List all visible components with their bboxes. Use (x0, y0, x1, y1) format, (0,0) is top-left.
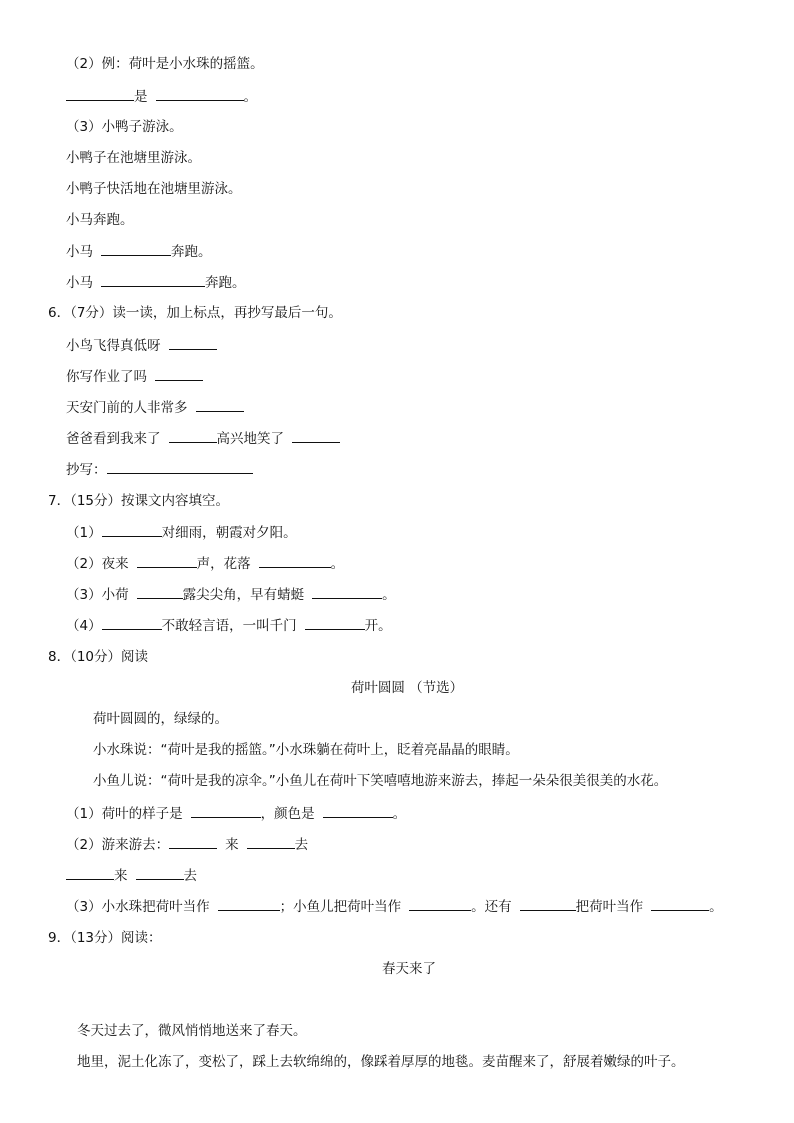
answer-blank[interactable] (191, 803, 261, 818)
q9-passage-p2: 地里，泥土化冻了，变松了，踩上去软绵绵的，像踩着厚厚的地毯。麦苗醒来了，舒展着嫩绿的叶子。 (77, 1054, 685, 1070)
q9-passage-title: 春天来了 (382, 961, 436, 977)
q8-q2-qu: 去 (294, 837, 309, 853)
q7-l3-end: 。 (382, 587, 396, 603)
q8-passage-p1: 荷叶圆圆的，绿绿的。 (93, 711, 228, 727)
answer-blank[interactable] (312, 584, 382, 599)
q7-l4-end: 开。 (364, 618, 392, 634)
answer-blank[interactable] (305, 615, 365, 630)
answer-blank[interactable] (102, 615, 162, 630)
q6-line3 (66, 397, 244, 417)
q5-ex2-end: 。 (243, 89, 257, 105)
q8-passage-title: 荷叶圆圆 （节选） (350, 680, 464, 696)
q8-q3-pre: （3）小水珠把荷叶当作 (66, 899, 210, 915)
answer-blank[interactable] (169, 428, 217, 443)
answer-blank[interactable] (66, 865, 114, 880)
answer-blank[interactable] (169, 335, 217, 350)
q7-line2 (66, 553, 344, 573)
q8-header: 8．（10分）阅读 (48, 649, 149, 665)
q5-l5-pre: 小马 (66, 275, 93, 291)
q7-line3 (66, 584, 396, 604)
q5-example-3-line3: 小马奔跑。 (66, 212, 134, 228)
q7-l4-pre: （4） (66, 618, 102, 634)
q6-l3-text: 天安门前的人非常多 (66, 400, 188, 416)
answer-blank[interactable] (651, 896, 709, 911)
q5-example-3-line5 (66, 272, 246, 292)
q5-l4-post: 奔跑。 (171, 244, 212, 260)
q7-l2-end: 。 (330, 556, 345, 572)
q8-q2-lai: 来 (225, 837, 239, 853)
q6-l2-text: 你写作业了吗 (66, 369, 147, 385)
copy-answer-blank[interactable] (107, 459, 253, 474)
q8-passage-p3: 小鱼儿说：“荷叶是我的凉伞。”小鱼儿在荷叶下笑嘻嘻地游来游去，捧起一朵朵很美很美的水花。 (93, 773, 668, 789)
q9-passage-p1: 冬天过去了，微风悄悄地送来了春天。 (77, 1023, 307, 1039)
q5-example-3-line2: 小鸭子快活地在池塘里游泳。 (66, 181, 242, 197)
answer-blank[interactable] (66, 86, 134, 101)
q5-example-3-line4 (66, 241, 212, 261)
answer-blank[interactable] (136, 865, 184, 880)
answer-blank[interactable] (102, 522, 162, 537)
q7-line1 (66, 522, 297, 542)
q8-q2b-lai: 来 (114, 868, 128, 884)
q6-l4-b: 高兴地笑了 (216, 431, 284, 447)
answer-blank[interactable] (137, 553, 197, 568)
q7-l2-pre: （2）夜来 (66, 556, 129, 572)
q5-example-3-line1: 小鸭子在池塘里游泳。 (66, 150, 201, 166)
q6-l5-text: 抄写： (66, 462, 107, 478)
q7-l4-mid: 不敢轻言语，一叫千门 (161, 618, 297, 634)
q7-l3-mid: 露尖尖角，早有蜻蜓 (182, 587, 305, 603)
q5-ex2-mid: 是 (134, 89, 148, 105)
q5-example-2: （2）例：荷叶是小水珠的摇篮。 (66, 56, 264, 72)
q5-example-2-fill (66, 86, 257, 106)
answer-blank[interactable] (101, 241, 171, 256)
q5-l4-pre: 小马 (66, 244, 93, 260)
q6-line2 (66, 366, 203, 386)
answer-blank[interactable] (218, 896, 280, 911)
answer-blank[interactable] (323, 803, 393, 818)
q7-line4 (66, 615, 392, 635)
answer-blank[interactable] (101, 272, 205, 287)
answer-blank[interactable] (409, 896, 471, 911)
q7-l1-pre: （1） (66, 525, 102, 541)
q8-q2-pre: （2）游来游去： (66, 837, 170, 853)
answer-blank[interactable] (520, 896, 576, 911)
q8-question1 (66, 803, 406, 823)
q8-question3 (66, 896, 723, 916)
q8-q1-end: 。 (392, 806, 407, 822)
q8-q3-end: 。 (709, 899, 723, 915)
q8-q2b-qu: 去 (183, 868, 197, 884)
answer-blank[interactable] (137, 584, 183, 599)
q7-l2-mid: 声，花落 (196, 556, 251, 572)
q6-l1-text: 小鸟飞得真低呀 (66, 338, 161, 354)
q5-example-3: （3）小鸭子游泳。 (66, 119, 183, 135)
q8-q3-a: ；小鱼儿把荷叶当作 (279, 899, 402, 915)
q6-line1 (66, 335, 217, 355)
q7-l1-post: 对细雨，朝霞对夕阳。 (161, 525, 297, 541)
q7-header: 7．（15分）按课文内容填空。 (48, 493, 230, 509)
answer-blank[interactable] (247, 834, 295, 849)
answer-blank[interactable] (155, 366, 203, 381)
q8-passage-p2: 小水珠说：“荷叶是我的摇篮。”小水珠躺在荷叶上，眨着亮晶晶的眼睛。 (93, 742, 519, 758)
q9-header: 9．（13分）阅读： (48, 930, 162, 946)
q8-q3-b: 。还有 (471, 899, 512, 915)
answer-blank[interactable] (169, 834, 217, 849)
q6-header: 6．（7分）读一读，加上标点，再抄写最后一句。 (48, 305, 342, 321)
answer-blank[interactable] (156, 86, 244, 101)
q6-line4 (66, 428, 340, 448)
q8-q3-c: 把荷叶当作 (575, 899, 644, 915)
q8-question2-line2 (66, 865, 197, 885)
q6-line5 (66, 459, 253, 479)
answer-blank[interactable] (259, 553, 331, 568)
q8-q1-pre: （1）荷叶的样子是 (66, 806, 183, 822)
answer-blank[interactable] (196, 397, 244, 412)
q6-l4-a: 爸爸看到我来了 (66, 431, 161, 447)
q8-question2 (66, 834, 308, 854)
q5-l5-post: 奔跑。 (205, 275, 246, 291)
answer-blank[interactable] (292, 428, 340, 443)
q7-l3-pre: （3）小荷 (66, 587, 129, 603)
q8-q1-mid: ，颜色是 (260, 806, 315, 822)
